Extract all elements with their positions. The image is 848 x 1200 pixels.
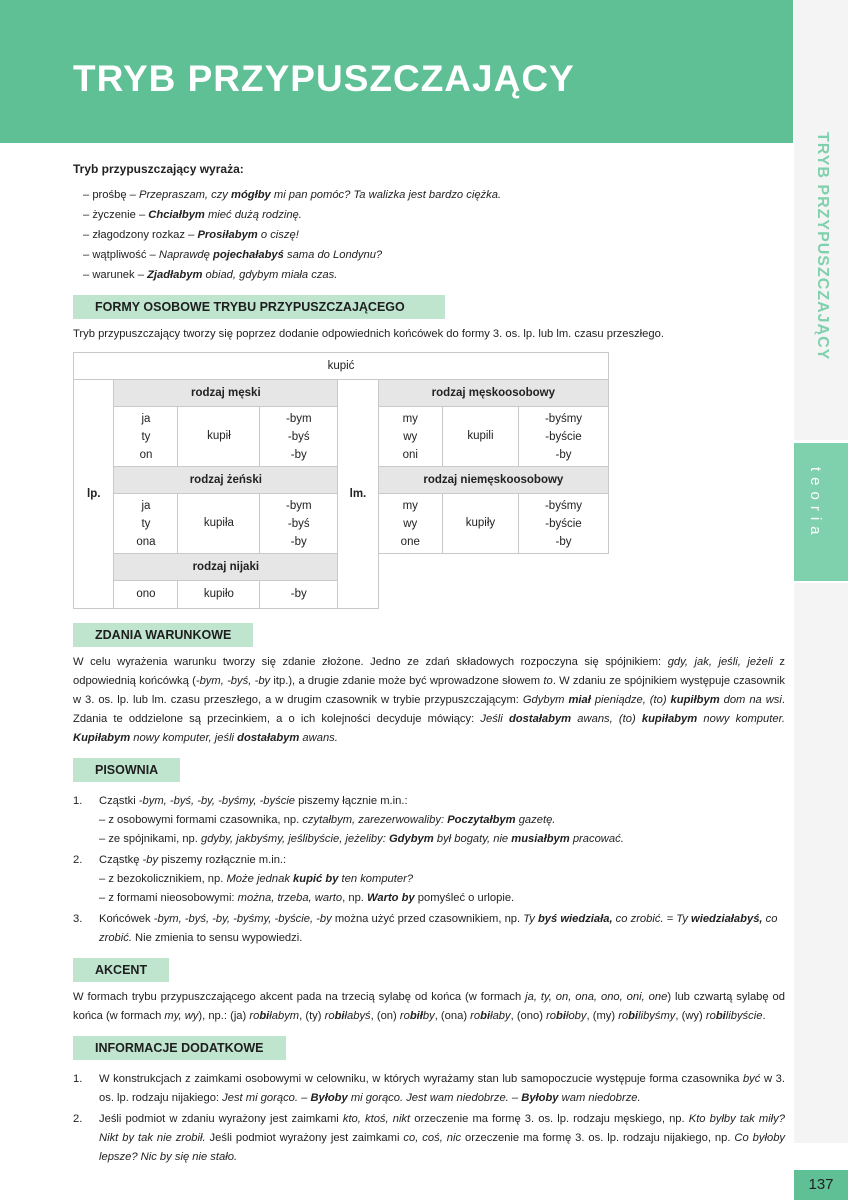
- table-verb: kupić: [74, 353, 609, 380]
- list-item: – wątpliwość – Naprawdę pojechałabyś sama do Londynu?: [83, 249, 383, 261]
- table-cell: -bym -byś -by: [260, 407, 338, 467]
- table-cell: kupiła: [178, 494, 260, 554]
- side-tab-title: [794, 0, 848, 440]
- table-mpers-title: rodzaj męskoosobowy: [378, 380, 608, 407]
- side-tab-teoria[interactable]: [794, 443, 848, 581]
- list-item: – życzenie – Chciałbym mieć dużą rodzinę.: [83, 209, 302, 221]
- list-item: 3. Końcówek -bym, -byś, -by, -byśmy, -byście, -by można użyć przed czasownikiem, np. Ty byś wiedziała, co zrobić. = Ty wiedziałabyś, co zrobić. Nie zmienia to sensu wypowiedzi.: [73, 913, 778, 944]
- list-item: 1. W konstrukcjach z zaimkami osobowymi w celowniku, w których wyrażamy stan lub samopoczucie występuje forma czasownika być w 3. os. lp. rodzaju nijakiego: Jest mi gorąco. – Byłoby mi gorąco. Jest wam niedobrze. – Byłoby wam niedobrze.: [73, 1073, 785, 1104]
- table-cell: kupił: [178, 407, 260, 467]
- spelling-list: [73, 792, 785, 948]
- page-title: TRYB PRZYPUSZCZAJĄCY: [73, 58, 575, 99]
- table-cell: -bym -byś -by: [260, 494, 338, 554]
- list-item: – warunek – Zjadłabym obiad, gdybym miała czas.: [83, 269, 338, 281]
- table-neut-title: rodzaj nijaki: [114, 554, 338, 581]
- intro-list: [73, 185, 785, 285]
- table-cell: ja ty ona: [114, 494, 178, 554]
- table-nonmpers-title: rodzaj niemęskoosobowy: [378, 467, 608, 494]
- list-item: – złagodzony rozkaz – Prosiłabym o ciszę!: [83, 229, 299, 241]
- table-cell: ja ty on: [114, 407, 178, 467]
- list-item: 1. Cząstki -bym, -byś, -by, -byśmy, -byście piszemy łącznie m.in.: – z osobowymi formami czasownika, np. czytałbym, zarezerwowaliby: Poczytałbym gazetę. – ze spójnikami, np. gdyby, jakbyśmy, jeślibyście, jeżeliby: Gdybym był bogaty, nie musiałbym pracować.: [73, 795, 624, 845]
- table-fem-title: rodzaj żeński: [114, 467, 338, 494]
- list-item: 2. Cząstkę -by piszemy rozłącznie m.in.: – z bezokolicznikiem, np. Może jednak kupić by ten komputer? – z formami nieosobowymi: można, trzeba, warto, np. Warto by pomyśleć o urlopie.: [73, 854, 515, 904]
- list-item: 2. Jeśli podmiot w zdaniu wyrażony jest zaimkami kto, ktoś, nikt orzeczenie ma formę 3. os. lp. rodzaju męskiego, np. Kto byłby tak miły? Nikt by tak nie zrobił. Jeśli podmiot wyrażony jest zaimkami co, coś, nic orzeczenie ma formę 3. os. lp. rodzaju nijakiego, np. Co byłoby lepsze? Nic by się nie stało.: [73, 1113, 786, 1163]
- intro-title: Tryb przypuszczający wyraża:: [73, 162, 244, 176]
- table-cell: my wy one: [378, 494, 442, 554]
- table-cell: -byśmy -byście -by: [519, 494, 609, 554]
- table-cell: -by: [260, 581, 338, 609]
- accent-text: W formach trybu przypuszczającego akcent pada na trzecią sylabę od końca (w formach ja, ty, on, ona, ono, oni, one) lub czwartą sylabę od końca (w formach my, wy), np.: (ja) robiłabym, (ty) robiłabyś, (on) robiłby, (ona) robiłaby, (ono) robiłoby, (my) robilibyśmy, (wy) robilibyście.: [73, 991, 786, 1022]
- section-band-info: INFORMACJE DODATKOWE: [73, 1036, 286, 1060]
- forms-text: Tryb przypuszczający tworzy się poprzez dodanie odpowiednich końcówek do formy 3. os. lp. lub lm. czasu przeszłego.: [73, 328, 664, 340]
- side-strip: [794, 583, 848, 1143]
- table-cell: kupiły: [442, 494, 518, 554]
- section-band-accent: AKCENT: [73, 958, 169, 982]
- info-list: [73, 1070, 785, 1167]
- main-content: [73, 160, 785, 1169]
- table-masc-title: rodzaj męski: [114, 380, 338, 407]
- list-item: – prośbę – Przepraszam, czy mógłby mi pan pomóc? Ta walizka jest bardzo ciężka.: [83, 189, 502, 201]
- side-vertical-title: TRYB PRZYPUSZCZAJĄCY: [814, 132, 831, 361]
- side-section-label: teoria: [807, 467, 824, 541]
- table-cell: -byśmy -byście -by: [519, 407, 609, 467]
- section-band-spelling: PISOWNIA: [73, 758, 180, 782]
- table-lm: lm.: [338, 380, 379, 609]
- page-number: 137: [794, 1170, 848, 1200]
- conjugation-table: [73, 352, 609, 609]
- table-cell: kupili: [442, 407, 518, 467]
- section-band-forms: FORMY OSOBOWE TRYBU PRZYPUSZCZAJĄCEGO: [73, 295, 445, 319]
- table-cell: ono: [114, 581, 178, 609]
- section-band-conditional: ZDANIA WARUNKOWE: [73, 623, 253, 647]
- table-cell: kupiło: [178, 581, 260, 609]
- header-banner: [0, 0, 793, 143]
- conditional-text: W celu wyrażenia warunku tworzy się zdanie złożone. Jedno ze zdań składowych rozpoczyna się spójnikiem: gdy, jak, jeśli, jeżeli z odpowiednią końcówką (-bym, -byś, -by itp.), a drugie zdanie może być wprowadzone słowem to. W zdaniu ze spójnikiem występuje czasownik w 3. os. lp. lub lm. czasu przeszłego, a w drugim czasownik w trybie przypuszczającym: Gdybym miał pieniądze, (to) kupiłbym dom na wsi. Zdania te oddzielone są przecinkiem, a o ich kolejności decyduje mówiący: Jeśli dostałabym awans, (to) kupiłabym nowy komputer. Kupiłabym nowy komputer, jeśli dostałabym awans.: [73, 656, 785, 744]
- table-lp: lp.: [74, 380, 114, 609]
- table-cell: my wy oni: [378, 407, 442, 467]
